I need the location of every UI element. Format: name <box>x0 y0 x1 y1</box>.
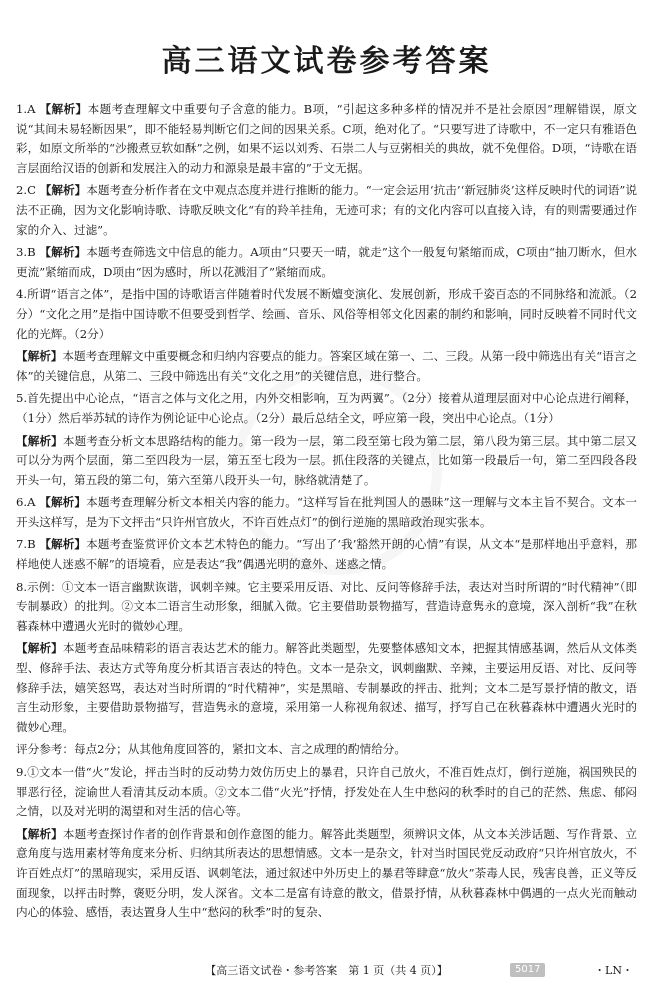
item-number: 5. <box>16 391 28 406</box>
item-body: 所谓“语言之体”，是指中国的诗歌语言伴随着时代发展不断嬗变演化、发展创新，形成千姿百态的不同脉络和流派。（2分）“文化之用”是指中国诗歌不但要受到哲学、绘画、音乐、风俗等相邻文化因素的制约和影响，同时反映着不同时代文化的光辉。（2分） <box>16 287 637 341</box>
answer-item <box>16 432 637 491</box>
item-number: 3. <box>16 245 28 260</box>
answer-paragraph <box>16 389 637 428</box>
answer-paragraph <box>16 493 637 532</box>
item-body: ①文本一借“火”发论，抨击当时的反动势力效仿历史上的暴君，只许自己放火，不准百姓点灯，倒行逆施，祸国殃民的罪恶行径，淀谕世人看清其反动本质。②文本二借“火光”抒情，抒发处在人生中愁闷的秋季时的自己的茫然、焦虑、郁闷之情，以及对光明的渴望和对生活的信心等。 <box>16 765 637 819</box>
item-body: 首先提出中心论点，“语言之体与文化之用，内外交相影响，互为两翼”。（2分）接着从道理层面对中心论点进行阐释，（1分）然后举苏轼的诗作为例论证中心论点。（2分）最后总结全文，呼应第一段，突出中心论点。（1分） <box>16 391 637 425</box>
footer-label: 【高三语文试卷・参考答案 第 1 页（共 4 页）】 <box>205 964 448 977</box>
answer-paragraph <box>16 578 637 637</box>
item-number: 2. <box>16 183 28 198</box>
answer-item <box>16 389 637 428</box>
item-number: 7. <box>16 537 28 552</box>
item-body: 本题考查理解文中重要概念和归纳内容要点的能力。答案区域在第一、二、三段。从第一段中筛选出有关“语言之体”的关键信息，从第二、三段中筛选出有关“文化之用”的关键信息，进行整合。 <box>16 349 637 383</box>
item-answer: A <box>27 495 36 510</box>
answer-item <box>16 535 637 574</box>
answer-item <box>16 181 637 240</box>
answer-item <box>16 100 637 178</box>
footer-mark: ・LN・ <box>594 964 633 977</box>
item-body: 本题考查分析文本思路结构的能力。第一段为一层，第二段至第七段为第二层，第八段为第三层。其中第二层又可以分为两个层面，第二至四段为一层，第五至七段为一层。抓住段落的关键点，比如第一段最后一句，第二至四段各段开头一句，第五段的第二句，第六至第八段开头一句，脉络就清楚了。 <box>16 433 637 487</box>
analysis-tag: 【解析】 <box>39 495 87 510</box>
answer-paragraph <box>16 825 637 923</box>
answer-item <box>16 639 637 737</box>
item-body: 本题考查理解分析文本相关内容的能力。“这样写旨在批判国人的愚昧”这一理解与文本主旨不契合。文本一开头这样写，是为下文抨击“只许州官放火，不许百姓点灯”的倒行逆施的黑暗政治现实张本。 <box>16 495 638 529</box>
answer-item <box>16 347 637 386</box>
answer-paragraph <box>16 100 637 178</box>
answer-item <box>16 243 637 282</box>
answer-paragraph <box>16 763 637 822</box>
answer-item <box>16 578 637 637</box>
answer-paragraph <box>16 285 637 344</box>
item-answer: B <box>27 537 36 552</box>
analysis-tag: 【解析】 <box>16 349 63 364</box>
item-body: 本题考查探讨作者的创作背景和创作意图的能力。解答此类题型，须辨识文体，从文本关涉话题、写作背景、立意角度与选用素材等角度来分析、归纳其所表达的思想情感。文本一是杂文，针对当时国民党反动政府“只许州官放火，不许百姓点灯”的黑暗现实，采用反语、讽刺笔法，通过叙述中外历史上的暴君等肆意“放火”荼毒人民，残害良善，正义等反面现象，以抨击时弊，褒贬分明，发人深省。文本二是富有诗意的散文，借景抒情，从秋暮森林中偶遇的一点火光而触动内心的体验、感悟，表达置身人生中“愁闷的秋季”时的复杂、 <box>16 826 637 920</box>
answer-paragraph <box>16 432 637 491</box>
item-answer: A <box>27 102 36 116</box>
answer-item <box>16 493 637 532</box>
answer-paragraph <box>16 535 637 574</box>
analysis-tag: 【解析】 <box>39 183 87 198</box>
item-number: 6. <box>16 495 28 510</box>
analysis-tag: 【解析】 <box>16 641 63 656</box>
item-answer: B <box>27 245 36 260</box>
answer-list <box>16 100 637 923</box>
analysis-tag: 【解析】 <box>39 102 88 116</box>
page-title: 高三语文试卷参考答案 <box>161 44 492 79</box>
answer-paragraph <box>16 243 637 282</box>
answer-item <box>16 285 637 344</box>
answer-paragraph <box>16 639 637 737</box>
answer-item <box>16 763 637 822</box>
item-body: 本题考查分析作者在文中观点态度并进行推断的能力。“一定会运用‘抗击’‘新冠肺炎’这样反映时代的词语”说法不正确，因为文化影响诗歌、诗歌反映文化“有的羚羊挂角，无迹可求；有的文化内容可以直接入诗，有的则需要通过作家的介入、过滤”。 <box>16 183 637 237</box>
item-body: 本题考查鉴赏评价文本艺术特色的能力。“写出了‘我’豁然开朗的心情”有误，从文本“是那样地出乎意料，那样地使人迷惑不解”的语境看，应是表达“我”偶遇光明的意外、迷惑之情。 <box>16 537 638 572</box>
answer-item <box>16 825 637 923</box>
footer-code-badge: 5017 <box>510 963 545 977</box>
analysis-tag: 【解析】 <box>39 245 87 260</box>
answer-paragraph <box>16 181 637 240</box>
item-number: 8. <box>16 579 28 594</box>
item-number: 9. <box>16 765 28 779</box>
item-number: 4. <box>16 287 28 302</box>
item-number: 1. <box>16 102 28 116</box>
item-body: 评分参考：每点2分；从其他角度回答的，紧扣文本、言之成理的酌情给分。 <box>16 742 406 757</box>
answer-paragraph <box>16 347 637 386</box>
answer-item <box>16 740 637 760</box>
item-answer: C <box>27 183 36 198</box>
item-body: 示例：①文本一语言幽默诙谐，讽刺辛辣。它主要采用反语、对比、反问等修辞手法，表达对当时所谓的“时代精神”（即专制暴政）的批判。②文本二语言生动形象，细腻入微。它主要借助景物描写，营造诗意隽永的意境，深入剖析“我”在秋暮森林中遭遇火光时的微妙心理。 <box>16 579 637 633</box>
analysis-tag: 【解析】 <box>16 433 63 448</box>
item-body: 本题考查筛选文中信息的能力。A项由“只要天一晴，就走”这个一般复句紧缩而成，C项由“抽刀断水，但水更流”紧缩而成，D项由“因为感时，所以花溅泪了”紧缩而成。 <box>16 245 637 279</box>
answer-paragraph <box>16 740 637 760</box>
item-body: 本题考查品味精彩的语言表达艺术的能力。解答此类题型，先要整体感知文本，把握其情感基调，然后从文体类型、修辞手法、表达方式等角度分析其语言表达的特色。文本一是杂文，讽刺幽默、辛辣，主要运用反语、对比、反问等修辞手法，嬉笑怒骂，表达对当时所谓的“时代精神”，实是黑暗、专制暴政的抨击、批判；文本二是写景抒情的散文，语言生动形象，主要借助景物描写，营造隽永的意境，采用第一人称视角叙述、描写，抒写自己在秋暮森林中遭遇火光时的微妙心理。 <box>16 641 637 734</box>
analysis-tag: 【解析】 <box>16 826 63 841</box>
item-body: 本题考查理解文中重要句子含意的能力。B项，“引起这多种多样的情况并不是社会原因”理解错误，原文说“其间未易轻断因果”，即不能轻易判断它们之间的因果关系。C项，绝对化了。“只要写进了诗歌中，不一定只有雅语色彩，如原文所举的“沙搬煮豆软如酥”之例，如果不运以刘秀、石崇二人与豆粥相关的典故，就不免俚俗。D项，“诗歌在语言层面给汉语的创新和发展注入的动力和源泉是最丰富的”于文无据。 <box>16 102 637 175</box>
analysis-tag: 【解析】 <box>39 537 87 552</box>
page-footer <box>0 962 653 980</box>
